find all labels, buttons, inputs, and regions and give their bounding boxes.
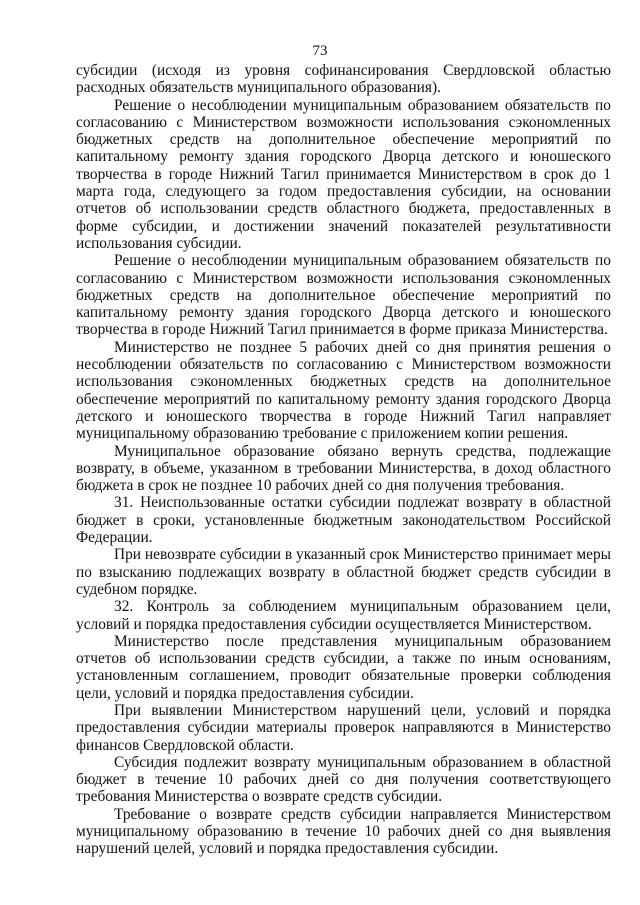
paragraph-violations-referral: При выявлении Министерством нарушений цели, условий и порядка предоставления субсидии материалы проверок направляются в Министерство финансов Свердловской области. — [76, 701, 611, 754]
paragraph-clause-32: 32. Контроль за соблюдением муниципальным образованием цели, условий и порядка предоставления субсидии осуществляется Министерством. — [76, 598, 611, 633]
paragraph-continuation: субсидии (исходя из уровня софинансирования Свердловской областью расходных обязательств муниципального образования). — [76, 62, 611, 97]
paragraph-ministry-requirement: Министерство не позднее 5 рабочих дней со дня принятия решения о несоблюдении обязательств по согласованию с Министерством возможности использования сэкономленных бюджетных средств на дополнительное обеспечение мероприятий по капитальному ремонту здания городского Дворца детского и юношеского творчества в городе Нижний Тагил направляет муниципальному образованию требование с приложением копии решения. — [76, 338, 611, 443]
paragraph-decision-deadline: Решение о несоблюдении муниципальным образованием обязательств по согласованию с Министерством возможности использования сэкономленных бюджетных средств на дополнительное обеспечение мероприятий по капитальному ремонту здания городского Дворца детского и юношеского творчества в городе Нижний Тагил принимается Министерством в срок до 1 марта года, следующего за годом предоставления субсидии, на основании отчетов об использовании средств областного бюджета, предоставленных в форме субсидии, и достижении значений показателей результативности использования субсидии. — [76, 96, 611, 252]
paragraph-return-obligation: Муниципальное образование обязано вернуть средства, подлежащие возврату, в объеме, указанном в требовании Министерства, в доход областного бюджета в срок не позднее 10 рабочих дней со дня получения требования. — [76, 442, 611, 495]
paragraph-return-requirement: Требование о возврате средств субсидии направляется Министерством муниципальному образованию в течение 10 рабочих дней со дня выявления нарушений целей, условий и порядка предоставления субсидии. — [76, 805, 611, 858]
paragraph-clause-31: 31. Неиспользованные остатки субсидии подлежат возврату в областной бюджет в сроки, установленные бюджетным законодательством Российской Федерации. — [76, 494, 611, 547]
paragraph-subsidy-return: Субсидия подлежит возврату муниципальным образованием в областной бюджет в течение 10 рабочих дней со дня получения соответствующего требования Министерства о возврате средств субсидии. — [76, 753, 611, 806]
paragraph-court-recovery: При невозврате субсидии в указанный срок Министерство принимает меры по взысканию подлежащих возврату в областной бюджет средств субсидии в судебном порядке. — [76, 546, 611, 598]
document-body — [76, 62, 611, 858]
paragraph-mandatory-checks: Министерство после представления муниципальным образованием отчетов об использовании средств субсидии, а также по иным основаниям, установленным соглашением, проводит обязательные проверки соблюдения цели, условий и порядка предоставления субсидии. — [76, 632, 611, 702]
paragraph-decision-order-form: Решение о несоблюдении муниципальным образованием обязательств по согласованию с Министерством возможности использования сэкономленных бюджетных средств на дополнительное обеспечение мероприятий по капитальному ремонту здания городского Дворца детского и юношеского творчества в городе Нижний Тагил принимается в форме приказа Министерства. — [76, 252, 611, 339]
page-number: 73 — [312, 43, 328, 59]
